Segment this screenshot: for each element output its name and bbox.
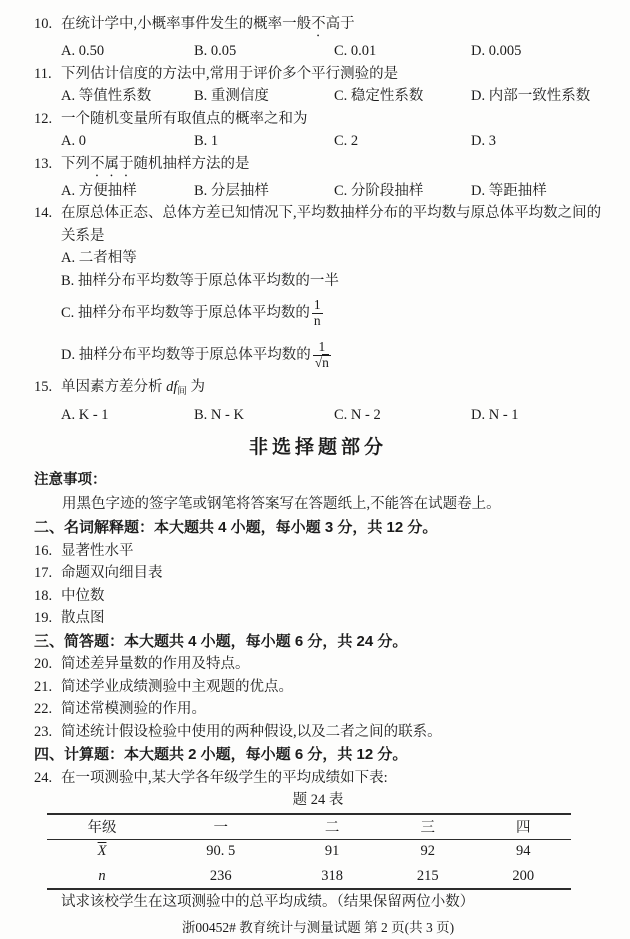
question-22-number: 22. — [34, 701, 53, 717]
n-grade-3: 215 — [416, 867, 439, 884]
option-d: D. 等距抽样 — [471, 182, 547, 199]
question-13-text-pre: 下列 — [61, 155, 90, 172]
question-24-text: 在一项测验中,某大学各年级学生的平均成绩如下表: — [61, 769, 388, 786]
mean-grade-2: 91 — [324, 843, 340, 860]
option-c: C. 2 — [334, 133, 359, 149]
header-grade: 年级 — [87, 820, 117, 837]
section-title: 非选择题部分 — [248, 437, 387, 458]
table-header-row — [47, 814, 571, 839]
xbar-label: $\overline{X}$ — [97, 843, 107, 860]
score-table — [47, 813, 571, 890]
question-23-text: 简述统计假设检验中使用的两种假设,以及二者之间的联系。 — [61, 723, 442, 740]
question-14 — [34, 202, 602, 247]
question-12-text: 一个随机变量所有取值点的概率之和为 — [61, 110, 308, 127]
question-16-number: 16. — [34, 542, 53, 559]
question-22-text: 简述常模测验的作用。 — [61, 701, 206, 717]
option-c: C. 0.01 — [334, 43, 377, 59]
question-10-text-pre: 在统计学中,小概率事件发生的概率一般 — [61, 16, 312, 32]
question-23-number: 23. — [34, 723, 53, 740]
df-subscript: 间 — [177, 387, 187, 397]
header-grade-3: 三 — [420, 820, 435, 837]
question-11 — [34, 63, 602, 86]
option-b: B. 0.05 — [194, 43, 237, 59]
option-a: A. 方便抽样 — [61, 182, 137, 199]
question-14-option-c-text: C. 抽样分布平均数等于原总体平均数的 — [61, 304, 310, 321]
question-14-number: 14. — [34, 205, 53, 221]
question-13-text — [61, 153, 602, 180]
question-24-instruction: 试求该校学生在这项测验中的总平均成绩。（结果保留两位小数） — [61, 894, 475, 910]
mean-grade-3: 92 — [420, 843, 435, 860]
question-14-option-a: A. 二者相等 — [61, 250, 137, 266]
question-21-text: 简述学业成绩测验中主观题的优点。 — [61, 678, 293, 695]
table-24-title: 题 24 表 — [292, 792, 344, 808]
question-10 — [34, 13, 602, 40]
question-24-number: 24. — [34, 769, 53, 786]
question-11-options — [34, 85, 602, 108]
question-18-text: 中位数 — [61, 587, 105, 604]
question-21 — [34, 676, 602, 699]
question-17-number: 17. — [34, 565, 53, 581]
option-a: A. K - 1 — [61, 406, 109, 423]
question-24 — [34, 767, 602, 790]
question-12-options — [34, 130, 602, 153]
n-grade-2: 318 — [321, 867, 344, 884]
notice-body: 用黑色字迹的签字笔或钢笔将答案写在答题纸上,不能答在试题卷上。 — [62, 496, 501, 512]
question-21-number: 21. — [34, 678, 53, 695]
question-19 — [34, 607, 602, 630]
question-15 — [34, 376, 602, 404]
question-14-option-d — [34, 334, 602, 376]
option-a: A. 0.50 — [61, 43, 105, 59]
question-20-number: 20. — [34, 656, 53, 672]
option-b: B. 重测信度 — [194, 88, 269, 104]
question-20-text: 简述差异量数的作用及特点。 — [61, 656, 250, 672]
question-10-options — [34, 40, 602, 63]
table-row-mean — [47, 839, 571, 864]
mean-grade-1: 90. 5 — [206, 843, 236, 860]
question-14-option-c — [34, 292, 602, 334]
question-14-option-d-text: D. 抽样分布平均数等于原总体平均数的 — [61, 346, 311, 363]
question-23 — [34, 721, 602, 744]
question-15-text — [61, 376, 602, 404]
question-10-text-post: 高于 — [325, 16, 355, 32]
section-4-header: 四、计算题：本大题共 2 小题，每小题 6 分，共 12 分。 — [34, 746, 408, 763]
header-grade-2: 二 — [324, 820, 340, 837]
question-18 — [34, 585, 602, 608]
option-d: D. 内部一致性系数 — [471, 88, 591, 104]
option-c: C. 分阶段抽样 — [334, 182, 424, 199]
question-13-text-post: 随机抽样方法的是 — [133, 155, 250, 172]
question-17 — [34, 562, 602, 585]
question-18-number: 18. — [34, 587, 53, 604]
page-footer: 浙00452# 教育统计与测量试题 第 2 页(共 3 页) — [181, 920, 455, 935]
question-13 — [34, 153, 602, 180]
question-10-text — [61, 13, 602, 40]
option-b: B. N - K — [194, 406, 244, 423]
question-14-text: 在原总体正态、总体方差已知情况下,平均数抽样分布的平均数与原总体平均数之间的关系是 — [61, 205, 602, 244]
question-13-number: 13. — [34, 155, 53, 172]
option-d: D. 3 — [471, 133, 496, 149]
question-11-number: 11. — [34, 65, 52, 82]
question-14-option-b: B. 抽样分布平均数等于原总体平均数的一半 — [61, 272, 339, 289]
option-a: A. 0 — [61, 133, 86, 149]
question-19-number: 19. — [34, 610, 53, 626]
question-12 — [34, 108, 602, 131]
option-b: B. 1 — [194, 133, 219, 149]
question-15-text-pre: 单因素方差分析 — [61, 379, 167, 395]
question-13-emphasis: 不属于 — [90, 155, 134, 172]
mean-grade-4: 94 — [515, 843, 531, 860]
fraction-1-over-sqrt-n: $\frac{1}{√n}$ — [314, 338, 329, 370]
n-grade-1: 236 — [209, 867, 232, 884]
header-grade-4: 四 — [515, 820, 531, 837]
question-10-number: 10. — [34, 16, 53, 32]
question-17-text: 命题双向细目表 — [61, 565, 163, 581]
df-variable: df — [166, 379, 178, 395]
option-d: D. N - 1 — [471, 406, 519, 423]
question-15-options — [34, 404, 602, 427]
question-16 — [34, 540, 602, 563]
question-22 — [34, 698, 602, 721]
fraction-1-over-n: $\frac{1}{n}$ — [313, 296, 321, 328]
question-15-number: 15. — [34, 379, 53, 395]
option-a: A. 等值性系数 — [61, 88, 152, 104]
n-label: n — [98, 867, 106, 884]
option-c: C. 稳定性系数 — [334, 88, 424, 104]
n-grade-4: 200 — [512, 867, 535, 884]
table-row-n — [47, 864, 571, 889]
question-19-text: 散点图 — [61, 610, 105, 626]
section-2-header: 二、名词解释题：本大题共 4 小题，每小题 3 分，共 12 分。 — [34, 519, 438, 536]
option-b: B. 分层抽样 — [194, 182, 269, 199]
notice-title: 注意事项： — [34, 472, 107, 488]
option-d: D. 0.005 — [471, 43, 522, 59]
question-12-number: 12. — [34, 110, 53, 127]
option-c: C. N - 2 — [334, 406, 381, 423]
question-13-options — [34, 180, 602, 203]
question-10-emphasis: 不 — [311, 16, 326, 32]
sqrt-sign: √ — [314, 354, 323, 370]
section-3-header: 三、简答题：本大题共 4 小题，每小题 6 分，共 24 分。 — [34, 632, 408, 650]
header-grade-1: 一 — [213, 820, 228, 837]
question-16-text: 显著性水平 — [61, 542, 134, 559]
question-15-text-post: 为 — [186, 379, 206, 395]
question-11-text: 下列估计信度的方法中,常用于评价多个平行测验的是 — [61, 65, 399, 82]
question-20 — [34, 653, 602, 676]
